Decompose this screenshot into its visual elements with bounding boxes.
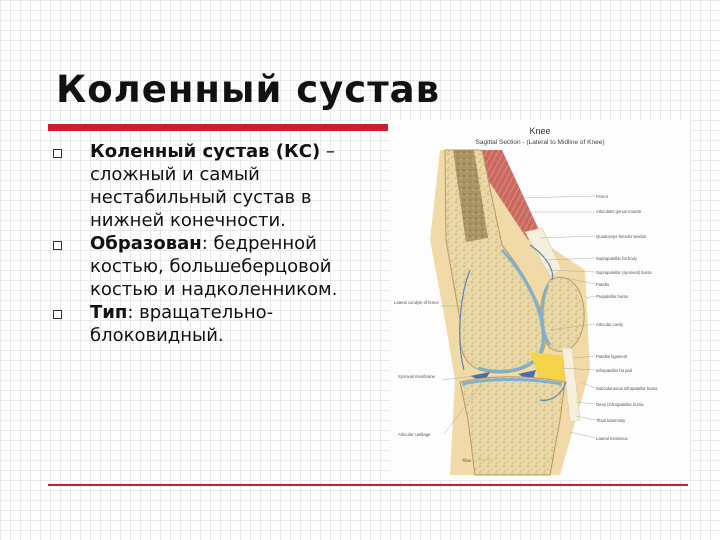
bullet-item [50, 301, 390, 347]
bullet-text: – сложный и самый нестабильный сустав в нижней конечности. [90, 141, 335, 231]
figure-subtitle: Sagittal Section - (Lateral to Midline of Knee) [475, 139, 605, 146]
label-suprapatellar-fat: Suprapatellar fat body [596, 256, 637, 261]
square-bullet-icon [53, 310, 62, 319]
tibia-bone [460, 377, 565, 475]
label-lateral-meniscus: Lateral meniscus [596, 436, 628, 441]
bullet-item [50, 140, 390, 232]
square-bullet-icon [53, 149, 62, 158]
label-patellar-ligament: Patellar ligament [596, 354, 628, 359]
label-subcutaneous-bursa: Subcutaneous infrapatellar bursa [596, 386, 658, 391]
label-quadriceps-tendon: Quadriceps femoris tendon [596, 234, 647, 239]
bullet-text: : вращательно-блоковидный. [90, 302, 274, 346]
label-prepatellar-bursa: Prepatellar bursa [596, 294, 628, 299]
figure-title: Knee [529, 126, 551, 136]
bullet-item [50, 232, 390, 301]
bullet-list [50, 140, 390, 347]
bullet-term: Образован [90, 233, 202, 254]
label-femur: Femur [596, 194, 609, 199]
knee-diagram [390, 120, 690, 480]
bullet-text: : бедренной костью, большеберцовой костью и надколенником. [90, 233, 338, 300]
square-bullet-icon [53, 241, 62, 250]
knee-section-illustration [390, 120, 690, 480]
bullet-term: Коленный сустав (КС) [90, 141, 321, 162]
label-tibial-tuberosity: Tibial tuberosity [596, 418, 626, 423]
bullet-term: Тип [90, 302, 128, 323]
label-lateral-condyle: Lateral condyle of femur [394, 300, 439, 305]
title-underline [48, 124, 388, 131]
label-synovial-membrane: Synovial membrane [398, 374, 436, 379]
label-articularis-genus: Articularis genus muscle [596, 209, 642, 214]
label-deep-bursa: Deep (infra)patellar bursa [596, 402, 644, 407]
label-infrapatellar-fat: Infrapatellar fat pad [596, 368, 633, 373]
label-articular-cartilage: Articular cartilage [398, 432, 431, 437]
label-suprapatellar-bursa: Suprapatellar (synovial) bursa [596, 270, 652, 275]
label-articular-cavity: Articular cavity [596, 322, 624, 327]
label-patella: Patella [596, 282, 609, 287]
label-tibia: Tibia [462, 458, 471, 463]
footer-line [48, 484, 688, 486]
slide-title: Коленный сустав [56, 68, 441, 111]
